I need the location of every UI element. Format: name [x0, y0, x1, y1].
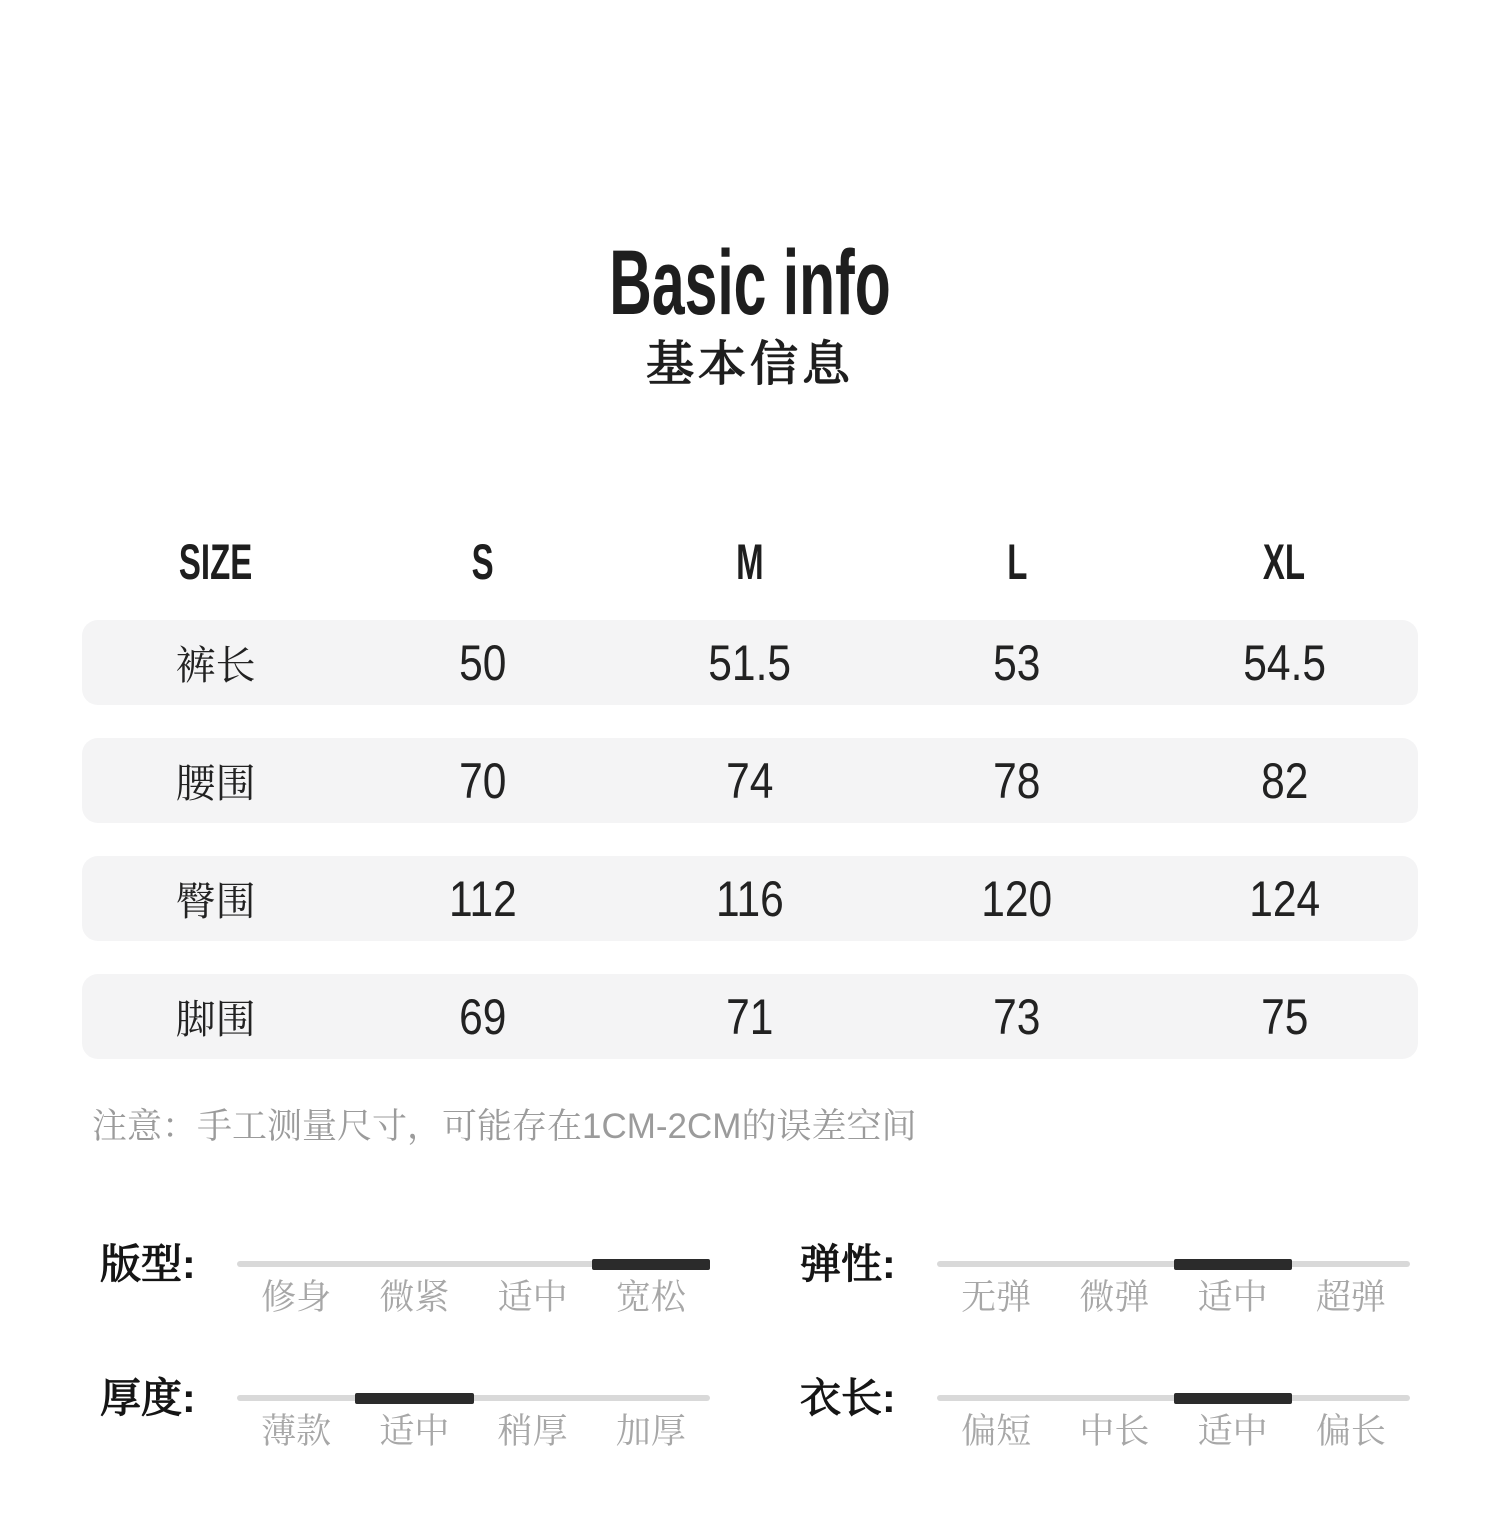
- row-value: 120: [981, 870, 1053, 927]
- row-value: 70: [459, 752, 507, 809]
- header-cell-l: [884, 534, 1151, 590]
- attribute-scales: [100, 1241, 1410, 1453]
- option-label: 偏长: [1315, 1412, 1386, 1451]
- option-label: 适中: [379, 1412, 450, 1451]
- row-value: 54.5: [1243, 634, 1326, 691]
- row-value: 69: [459, 988, 507, 1045]
- row-label: 裤长: [175, 644, 256, 688]
- option-label: 适中: [1197, 1278, 1268, 1317]
- slider-fill: [1174, 1393, 1292, 1404]
- header-cell-size: [82, 534, 349, 590]
- header-cell-s: [349, 534, 616, 590]
- row-value: 124: [1248, 870, 1320, 927]
- row-value: 82: [1260, 752, 1309, 809]
- slider-track: [237, 1395, 710, 1401]
- option-label: 适中: [1197, 1412, 1268, 1451]
- row-label: 腰围: [175, 762, 256, 806]
- slider-options: [237, 1277, 710, 1319]
- fit-scale: [237, 1241, 710, 1319]
- slider-options: [937, 1411, 1410, 1453]
- row-value: 74: [726, 752, 774, 809]
- slider-options: [237, 1411, 710, 1453]
- row-value: 71: [726, 988, 774, 1045]
- attribute-thickness: [100, 1375, 710, 1453]
- row-value: 116: [716, 870, 784, 927]
- attribute-elasticity: [800, 1241, 1410, 1319]
- slider-fill: [1174, 1259, 1292, 1270]
- option-label: 薄款: [261, 1412, 332, 1451]
- header-cell-m: [616, 534, 883, 590]
- header-cell-xl: [1151, 534, 1418, 590]
- option-label: 适中: [497, 1278, 568, 1317]
- row-value: 51.5: [708, 634, 792, 691]
- option-label: 微紧: [379, 1278, 450, 1317]
- option-label: 无弹: [961, 1278, 1032, 1317]
- page-subtitle: 基本信息: [645, 338, 854, 391]
- slider-scale: [937, 1392, 1410, 1404]
- option-label: 修身: [261, 1278, 332, 1317]
- row-value: 78: [993, 752, 1041, 809]
- option-label: 稍厚: [497, 1412, 568, 1451]
- option-label: 微弹: [1079, 1278, 1150, 1317]
- slider-fill: [592, 1259, 710, 1270]
- option-label: 宽松: [615, 1278, 686, 1317]
- attribute-fit: [100, 1241, 710, 1319]
- size-table: [82, 534, 1418, 1059]
- attribute-label: 厚度:: [100, 1375, 196, 1421]
- header-label: SIZE: [178, 534, 253, 590]
- slider-scale: [237, 1392, 710, 1404]
- header-label: S: [471, 534, 494, 590]
- row-value: 75: [1260, 988, 1309, 1045]
- size-table-header: [82, 534, 1418, 590]
- table-row-hip: [82, 856, 1418, 941]
- row-label: 脚围: [175, 998, 256, 1042]
- header-label: M: [736, 534, 764, 590]
- slider-scale: [937, 1258, 1410, 1270]
- option-label: 加厚: [615, 1412, 686, 1451]
- slider-options: [937, 1277, 1410, 1319]
- option-label: 中长: [1079, 1412, 1150, 1451]
- slider-fill: [355, 1393, 473, 1404]
- table-row-waist: [82, 738, 1418, 823]
- garment-length-scale: [937, 1375, 1410, 1453]
- thickness-scale: [237, 1375, 710, 1453]
- attribute-label: 版型:: [100, 1241, 196, 1287]
- option-label: 超弹: [1315, 1278, 1386, 1317]
- attribute-garment-length: [800, 1375, 1410, 1453]
- option-label: 偏短: [961, 1412, 1032, 1451]
- slider-scale: [237, 1258, 710, 1270]
- header-label: L: [1007, 534, 1028, 590]
- header-label: XL: [1263, 534, 1306, 590]
- elasticity-scale: [937, 1241, 1410, 1319]
- attribute-label: 衣长:: [800, 1375, 896, 1421]
- page-title: Basic info: [609, 232, 891, 334]
- attribute-label: 弹性:: [800, 1241, 896, 1287]
- row-value: 53: [993, 634, 1041, 691]
- row-value: 112: [448, 870, 517, 927]
- row-label: 臀围: [175, 880, 256, 924]
- measurement-note: 注意：手工测量尺寸，可能存在1CM-2CM的误差空间: [92, 1107, 917, 1146]
- table-row-pant-length: [82, 620, 1418, 705]
- row-value: 73: [993, 988, 1041, 1045]
- row-value: 50: [459, 634, 507, 691]
- table-row-leg-opening: [82, 974, 1418, 1059]
